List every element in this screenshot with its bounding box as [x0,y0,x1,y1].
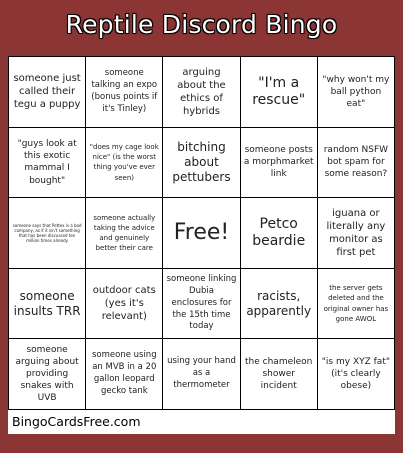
bingo-cell: the chameleon shower incident [241,339,318,410]
bingo-cell: someone using an MVB in a 20 gallon leopard gecko tank [86,339,163,410]
bingo-cell: someone posts a morphmarket link [241,128,318,199]
site-credit: BingoCardsFree.com [12,414,141,429]
free-space: Free! [163,198,240,269]
bingo-cell: someone talking an expo (bonus points if it's Tinley) [86,57,163,128]
bingo-cell: racists, apparently [241,269,318,340]
bingo-cell: arguing about the ethics of hybrids [163,57,240,128]
bingo-cell: "why won't my ball python eat" [318,57,395,128]
bingo-cell: the server gets deleted and the original owner has gone AWOL [318,269,395,340]
bingo-cell: "guys look at this exotic mammal I bought" [9,128,86,199]
bingo-cell: "does my cage look nice" (is the worst thing you've ever seen) [86,128,163,199]
bingo-grid [8,56,395,410]
bingo-cell: "I'm a rescue" [241,57,318,128]
bingo-cell: iguana or literally any monitor as first pet [318,198,395,269]
bingo-cell: outdoor cats (yes it's relevant) [86,269,163,340]
bingo-cell: Petco beardie [241,198,318,269]
bingo-cell: someone just called their tegu a puppy [9,57,86,128]
bingo-cell: someone says that Pettex is a bad company, as if it isn't something that has been discussed ten million times already [9,198,86,269]
bingo-cell: someone arguing about providing snakes with UVB [9,339,86,410]
bingo-cell: someone insults TRR [9,269,86,340]
bingo-cell: bitching about pettubers [163,128,240,199]
bingo-cell: someone linking Dubia enclosures for the 15th time today [163,269,240,340]
page-title: Reptile Discord Bingo [65,10,338,39]
bingo-cell: random NSFW bot spam for some reason? [318,128,395,199]
bingo-card [8,56,395,434]
bingo-cell: using your hand as a thermometer [163,339,240,410]
bingo-cell: "is my XYZ fat" (it's clearly obese) [318,339,395,410]
bingo-cell: someone actually taking the advice and genuinely better their care [86,198,163,269]
